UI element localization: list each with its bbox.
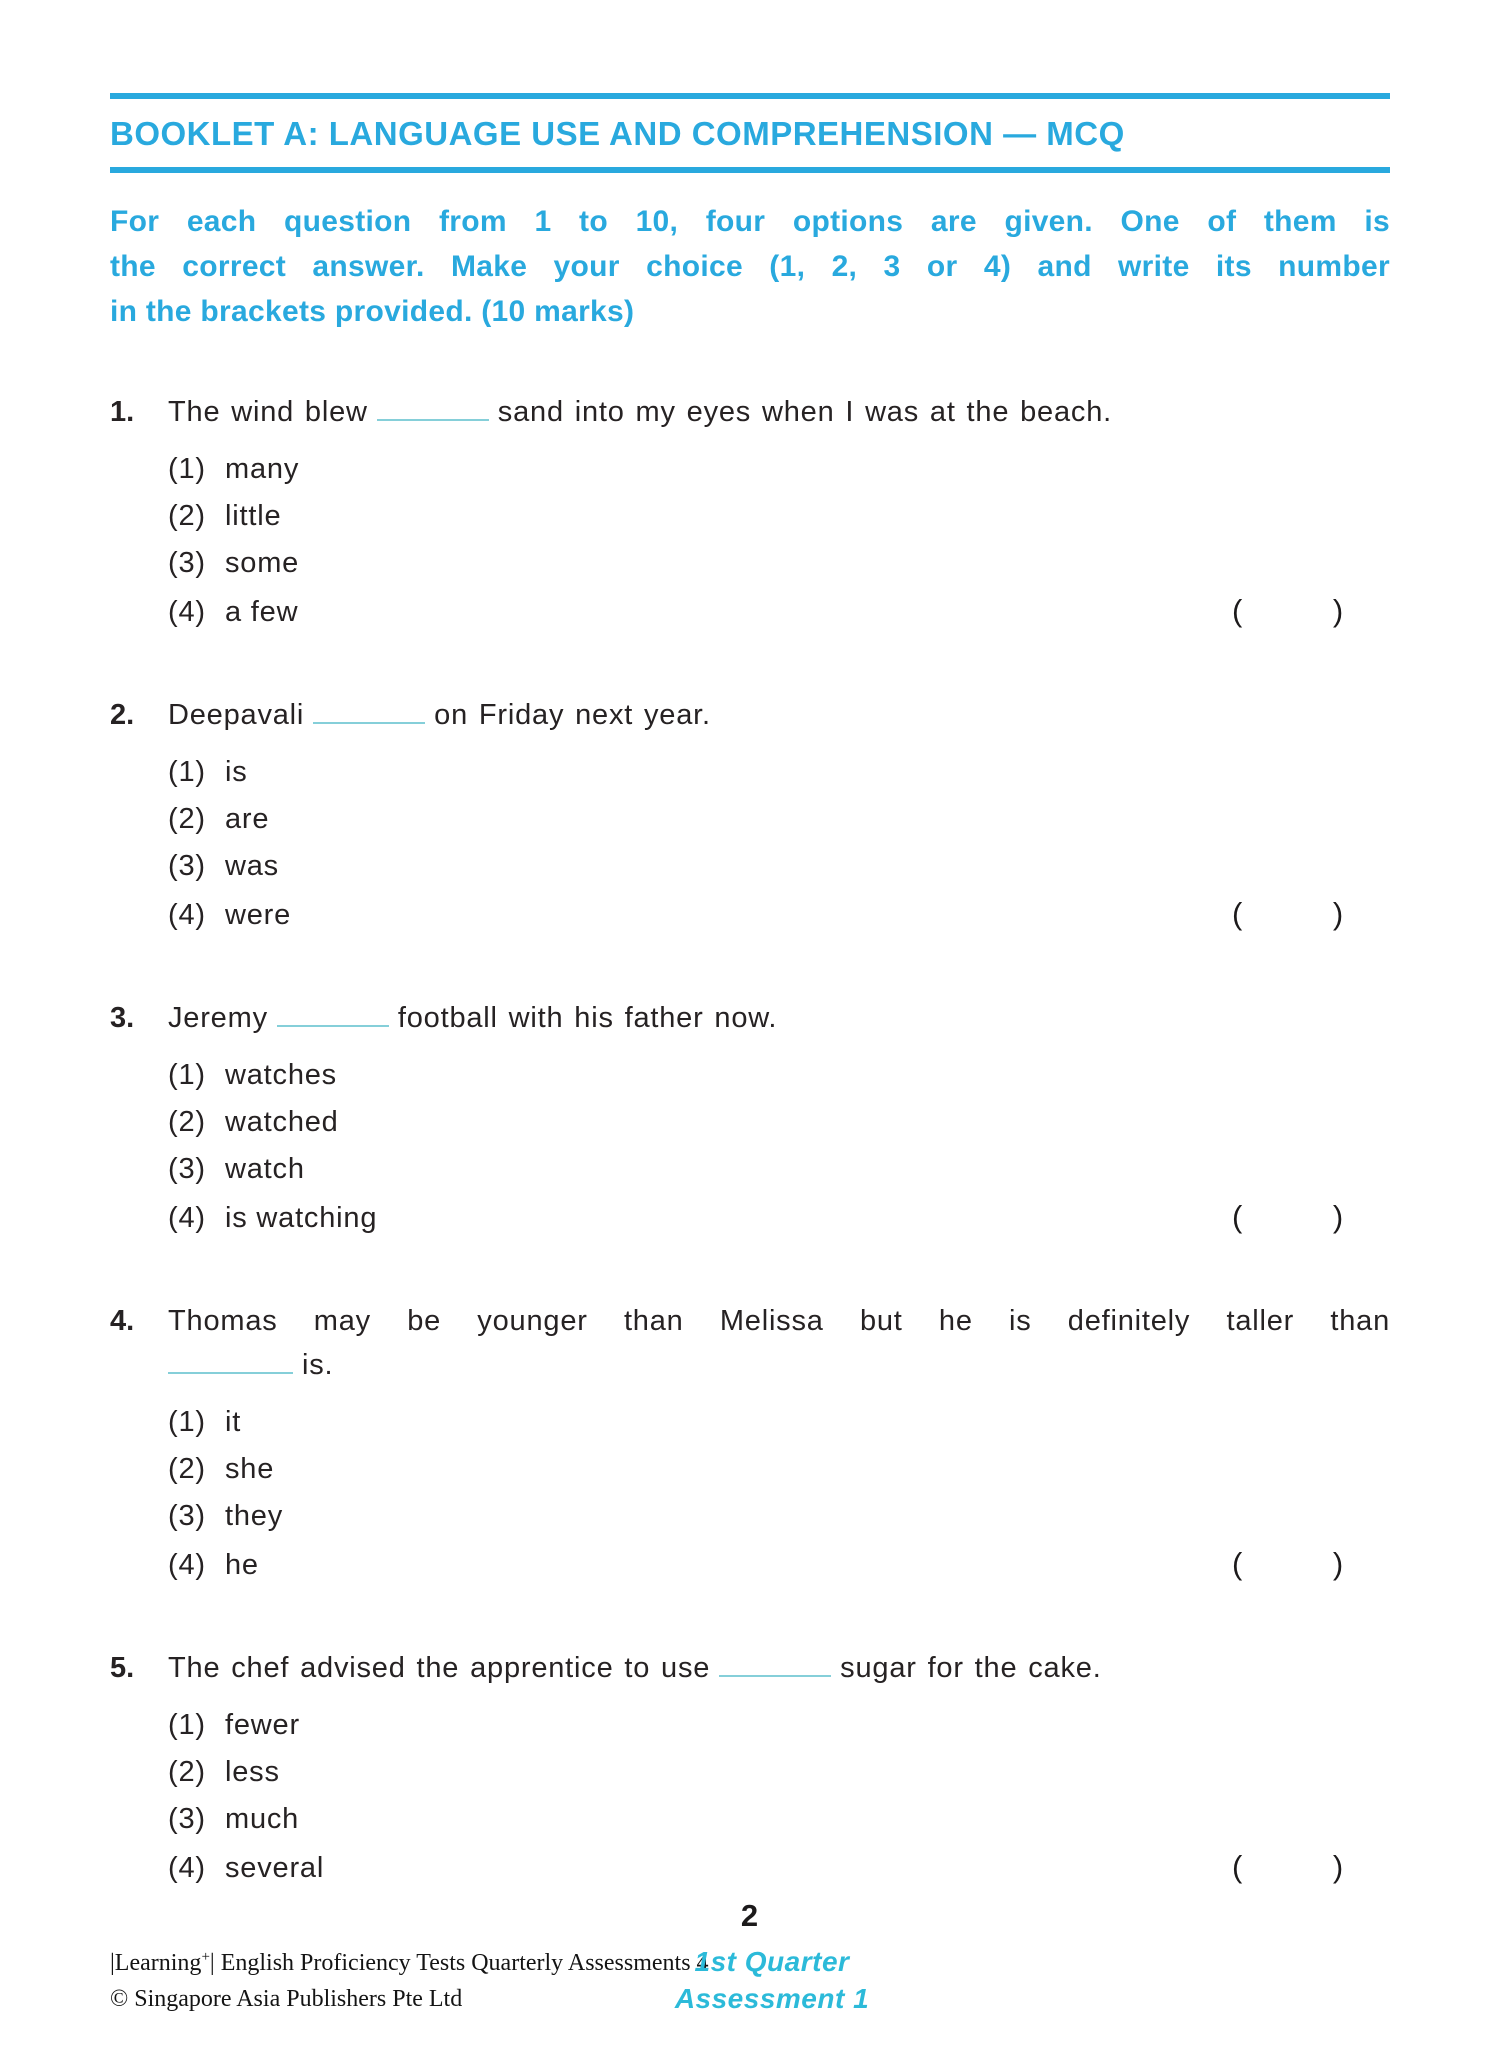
bracket-open: (: [1232, 1849, 1244, 1884]
question-list: [110, 390, 1390, 1892]
option-4: [168, 1843, 1390, 1892]
question-4: [110, 1299, 1390, 1589]
question-text-pre: Jeremy: [168, 1002, 268, 1034]
option-text: it: [225, 1406, 242, 1438]
option-label: (2): [168, 803, 206, 835]
option-3: [168, 540, 1390, 587]
option-4: [168, 587, 1390, 636]
option-text: is: [225, 756, 248, 788]
option-text: fewer: [225, 1709, 300, 1741]
option-4: [168, 1540, 1390, 1589]
option-2: [168, 493, 1390, 540]
option-label: (3): [168, 1500, 206, 1532]
imprint-brand: |Learning: [110, 1950, 202, 1976]
bracket-open: (: [1232, 1199, 1244, 1234]
instructions: [110, 199, 1390, 334]
option-text: less: [225, 1756, 280, 1788]
answer-bracket: [1232, 1843, 1344, 1890]
bracket-close: ): [1332, 896, 1344, 931]
question-text-post: football with his father now.: [397, 1002, 778, 1034]
bracket-open: (: [1232, 896, 1244, 931]
question-1: [110, 390, 1390, 636]
option-list: [168, 1052, 1390, 1242]
answer-blank: [168, 1348, 293, 1374]
option-list: [168, 1399, 1390, 1589]
quarter-line: 1st Quarter: [694, 1946, 850, 1977]
question-number: 1.: [110, 396, 135, 428]
option-label: (4): [168, 1852, 206, 1884]
answer-blank: [377, 395, 489, 421]
copyright-line: © Singapore Asia Publishers Pte Ltd: [110, 1986, 463, 2012]
option-text: are: [225, 803, 270, 835]
answer-bracket: [1232, 587, 1344, 634]
question-text-post: is.: [302, 1349, 334, 1381]
question-text: [168, 1646, 1390, 1690]
option-list: [168, 446, 1390, 636]
answer-blank: [277, 1001, 389, 1027]
option-label: (1): [168, 453, 206, 485]
option-label: (3): [168, 850, 206, 882]
option-list: [168, 749, 1390, 939]
option-2: [168, 1446, 1390, 1493]
answer-blank: [313, 698, 425, 724]
option-2: [168, 1749, 1390, 1796]
option-text: little: [225, 500, 282, 532]
page-content: [110, 0, 1390, 1949]
assessment-line: Assessment 1: [674, 1983, 870, 2014]
question-text-post: on Friday next year.: [434, 699, 711, 731]
option-label: (4): [168, 1202, 206, 1234]
option-label: (1): [168, 1059, 206, 1091]
option-3: [168, 1493, 1390, 1540]
bracket-close: ): [1332, 1546, 1344, 1581]
answer-bracket: [1232, 1193, 1344, 1240]
option-text: watched: [225, 1106, 339, 1138]
option-text: she: [225, 1453, 275, 1485]
instruction-line: in the brackets provided. (10 marks): [110, 295, 635, 328]
question-number: 5.: [110, 1652, 135, 1684]
option-label: (1): [168, 1709, 206, 1741]
option-text: a few: [225, 596, 299, 628]
option-text: much: [225, 1803, 300, 1835]
option-label: (4): [168, 596, 206, 628]
bracket-open: (: [1232, 593, 1244, 628]
question-text-post: sand into my eyes when I was at the beach.: [497, 396, 1112, 428]
option-list: [168, 1702, 1390, 1892]
option-label: (1): [168, 1406, 206, 1438]
option-3: [168, 1146, 1390, 1193]
question-text-line-1: Thomas may be younger than Melissa but he is definitely taller than: [168, 1305, 1390, 1337]
option-text: is watching: [225, 1202, 378, 1234]
option-text: watch: [225, 1153, 305, 1185]
question-3: [110, 996, 1390, 1242]
option-label: (3): [168, 1153, 206, 1185]
option-label: (2): [168, 500, 206, 532]
answer-bracket: [1232, 890, 1344, 937]
imprint-brand-plus: +: [201, 1949, 210, 1965]
option-text: several: [225, 1852, 325, 1884]
question-text-pre: The chef advised the apprentice to use: [168, 1652, 711, 1684]
option-3: [168, 843, 1390, 890]
bracket-close: ): [1332, 1849, 1344, 1884]
option-text: some: [225, 547, 300, 579]
option-label: (2): [168, 1453, 206, 1485]
option-4: [168, 890, 1390, 939]
page-number: 2: [740, 1898, 759, 1933]
question-text: [168, 996, 1390, 1040]
question-text: [168, 693, 1390, 737]
instruction-line: For each question from 1 to 10, four options are given. One of them is: [110, 205, 1390, 238]
question-text-post: sugar for the cake.: [840, 1652, 1102, 1684]
answer-blank: [719, 1651, 831, 1677]
title-banner: [110, 93, 1390, 173]
bracket-close: ): [1332, 593, 1344, 628]
question-text-pre: Deepavali: [168, 699, 305, 731]
option-text: they: [225, 1500, 284, 1532]
question-2: [110, 693, 1390, 939]
option-3: [168, 1796, 1390, 1843]
question-text-pre: The wind blew: [168, 396, 368, 428]
option-label: (1): [168, 756, 206, 788]
page-title: BOOKLET A: LANGUAGE USE AND COMPREHENSION — MCQ: [110, 115, 1125, 152]
option-1: [168, 1052, 1390, 1099]
question-number: 3.: [110, 1002, 135, 1034]
option-4: [168, 1193, 1390, 1242]
option-label: (3): [168, 547, 206, 579]
imprint-series: | English Proficiency Tests Quarterly Assessments 4: [209, 1950, 709, 1976]
question-text-line-2: [168, 1343, 1390, 1387]
bracket-open: (: [1232, 1546, 1244, 1581]
option-label: (4): [168, 1549, 206, 1581]
option-text: was: [225, 850, 279, 882]
option-text: he: [225, 1549, 259, 1581]
question-number: 4.: [110, 1305, 135, 1337]
option-1: [168, 1399, 1390, 1446]
question-number: 2.: [110, 699, 135, 731]
option-1: [168, 749, 1390, 796]
option-label: (4): [168, 899, 206, 931]
option-text: many: [225, 453, 300, 485]
option-1: [168, 1702, 1390, 1749]
question-5: [110, 1646, 1390, 1892]
bracket-close: ): [1332, 1199, 1344, 1234]
assessment-label: [0, 1943, 1499, 2017]
option-text: watches: [225, 1059, 337, 1091]
answer-bracket: [1232, 1540, 1344, 1587]
option-text: were: [225, 899, 292, 931]
option-label: (2): [168, 1106, 206, 1138]
option-label: (3): [168, 1803, 206, 1835]
option-label: (2): [168, 1756, 206, 1788]
option-1: [168, 446, 1390, 493]
question-text: [168, 390, 1390, 434]
option-2: [168, 796, 1390, 843]
option-2: [168, 1099, 1390, 1146]
instruction-line: the correct answer. Make your choice (1, 2, 3 or 4) and write its number: [110, 250, 1390, 283]
